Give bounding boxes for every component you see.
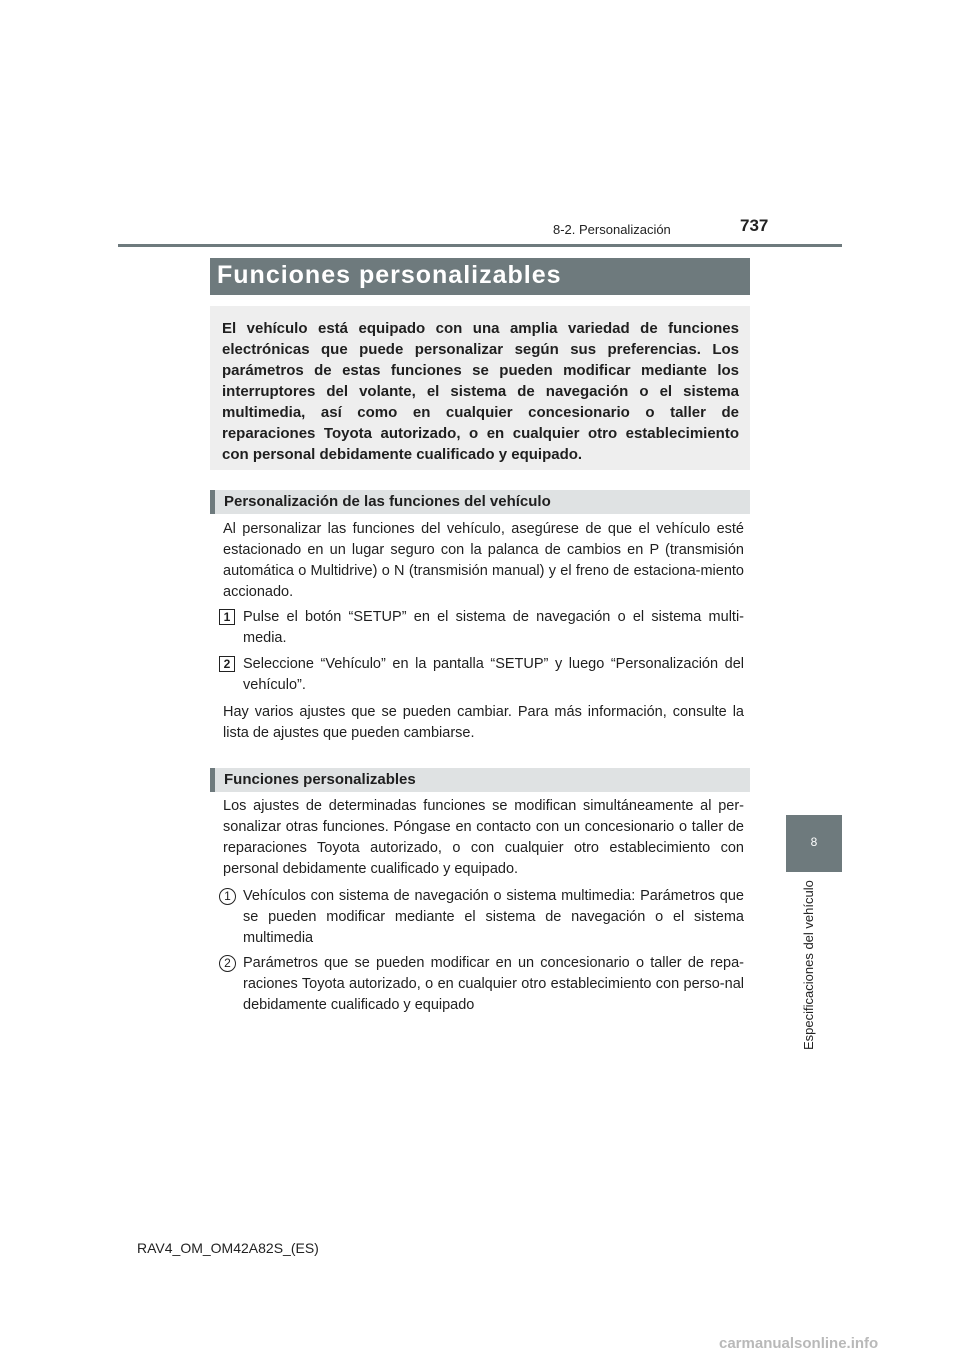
- section2-paragraph: Los ajustes de determinadas funciones se modifican simultáneamente al per-sonalizar otras funciones. Póngase en contacto con un concesionario o taller de reparaciones Toyota autorizado, o con cualquier otro establecimiento con personal debidamente cualificado y equipado.: [223, 798, 744, 877]
- heading-accent-bar: [210, 768, 215, 792]
- step-text-1: Pulse el botón “SETUP” en el sistema de navegación o el sistema multi-media.: [243, 609, 744, 646]
- step-number-2: 2: [219, 656, 235, 672]
- chapter-tab-number: 8: [810, 835, 818, 849]
- intro-text: El vehículo está equipado con una amplia variedad de funciones electrónicas que puede personalizar según sus preferencias. Los parámetros de estas funciones se pueden modificar mediante los interruptores del volante, el sistema de navegación o el sistema multimedia, así como en cualquier concesionario o taller de reparaciones Toyota autorizado, o en cualquier otro establecimiento con personal debidamente cualificado y equipado.: [222, 320, 739, 463]
- item-number-2: 2: [219, 955, 236, 972]
- chapter-tab: [786, 815, 842, 872]
- item-text-2: Parámetros que se pueden modificar en un concesionario o taller de repa-raciones Toyota autorizado, o en cualquier otro establecimiento con perso-nal debidamente cualificado y equipado: [243, 955, 744, 1013]
- section1-paragraph: Al personalizar las funciones del vehículo, asegúrese de que el vehículo esté estacionado en un lugar seguro con la palanca de cambios en P (transmisión automática o Multidrive) o N (transmisión manual) y el freno de estaciona-miento accionado.: [223, 521, 744, 600]
- page-title: Funciones personalizables: [217, 261, 562, 289]
- page-number: 737: [740, 216, 769, 235]
- page-title-bar: [210, 258, 750, 295]
- section-heading-text: Funciones personalizables: [224, 771, 416, 788]
- step-number-1: 1: [219, 609, 235, 625]
- chapter-tab-label: Especificaciones del vehículo: [801, 880, 816, 1050]
- item-text-1: Vehículos con sistema de navegación o sistema multimedia: Parámetros que se pueden modificar mediante el sistema de navegación o el sistema multimedia: [243, 888, 744, 946]
- section-reference: 8-2. Personalización: [553, 222, 671, 237]
- step-text-2: Seleccione “Vehículo” en la pantalla “SETUP” y luego “Personalización del vehículo”.: [243, 656, 744, 693]
- section1-note: Hay varios ajustes que se pueden cambiar. Para más información, consulte la lista de ajustes que pueden cambiarse.: [223, 704, 744, 741]
- heading-accent-bar: [210, 490, 215, 514]
- section-heading-text: Personalización de las funciones del vehículo: [224, 493, 551, 510]
- header-rule: [118, 244, 842, 247]
- section-heading-vehicle-personalization: [210, 490, 750, 514]
- section-heading-customizable-functions: [210, 768, 750, 792]
- watermark: carmanualsonline.info: [719, 1335, 879, 1352]
- intro-box: [210, 306, 750, 470]
- document-code: RAV4_OM_OM42A82S_(ES): [137, 1240, 319, 1256]
- item-number-1: 1: [219, 888, 236, 905]
